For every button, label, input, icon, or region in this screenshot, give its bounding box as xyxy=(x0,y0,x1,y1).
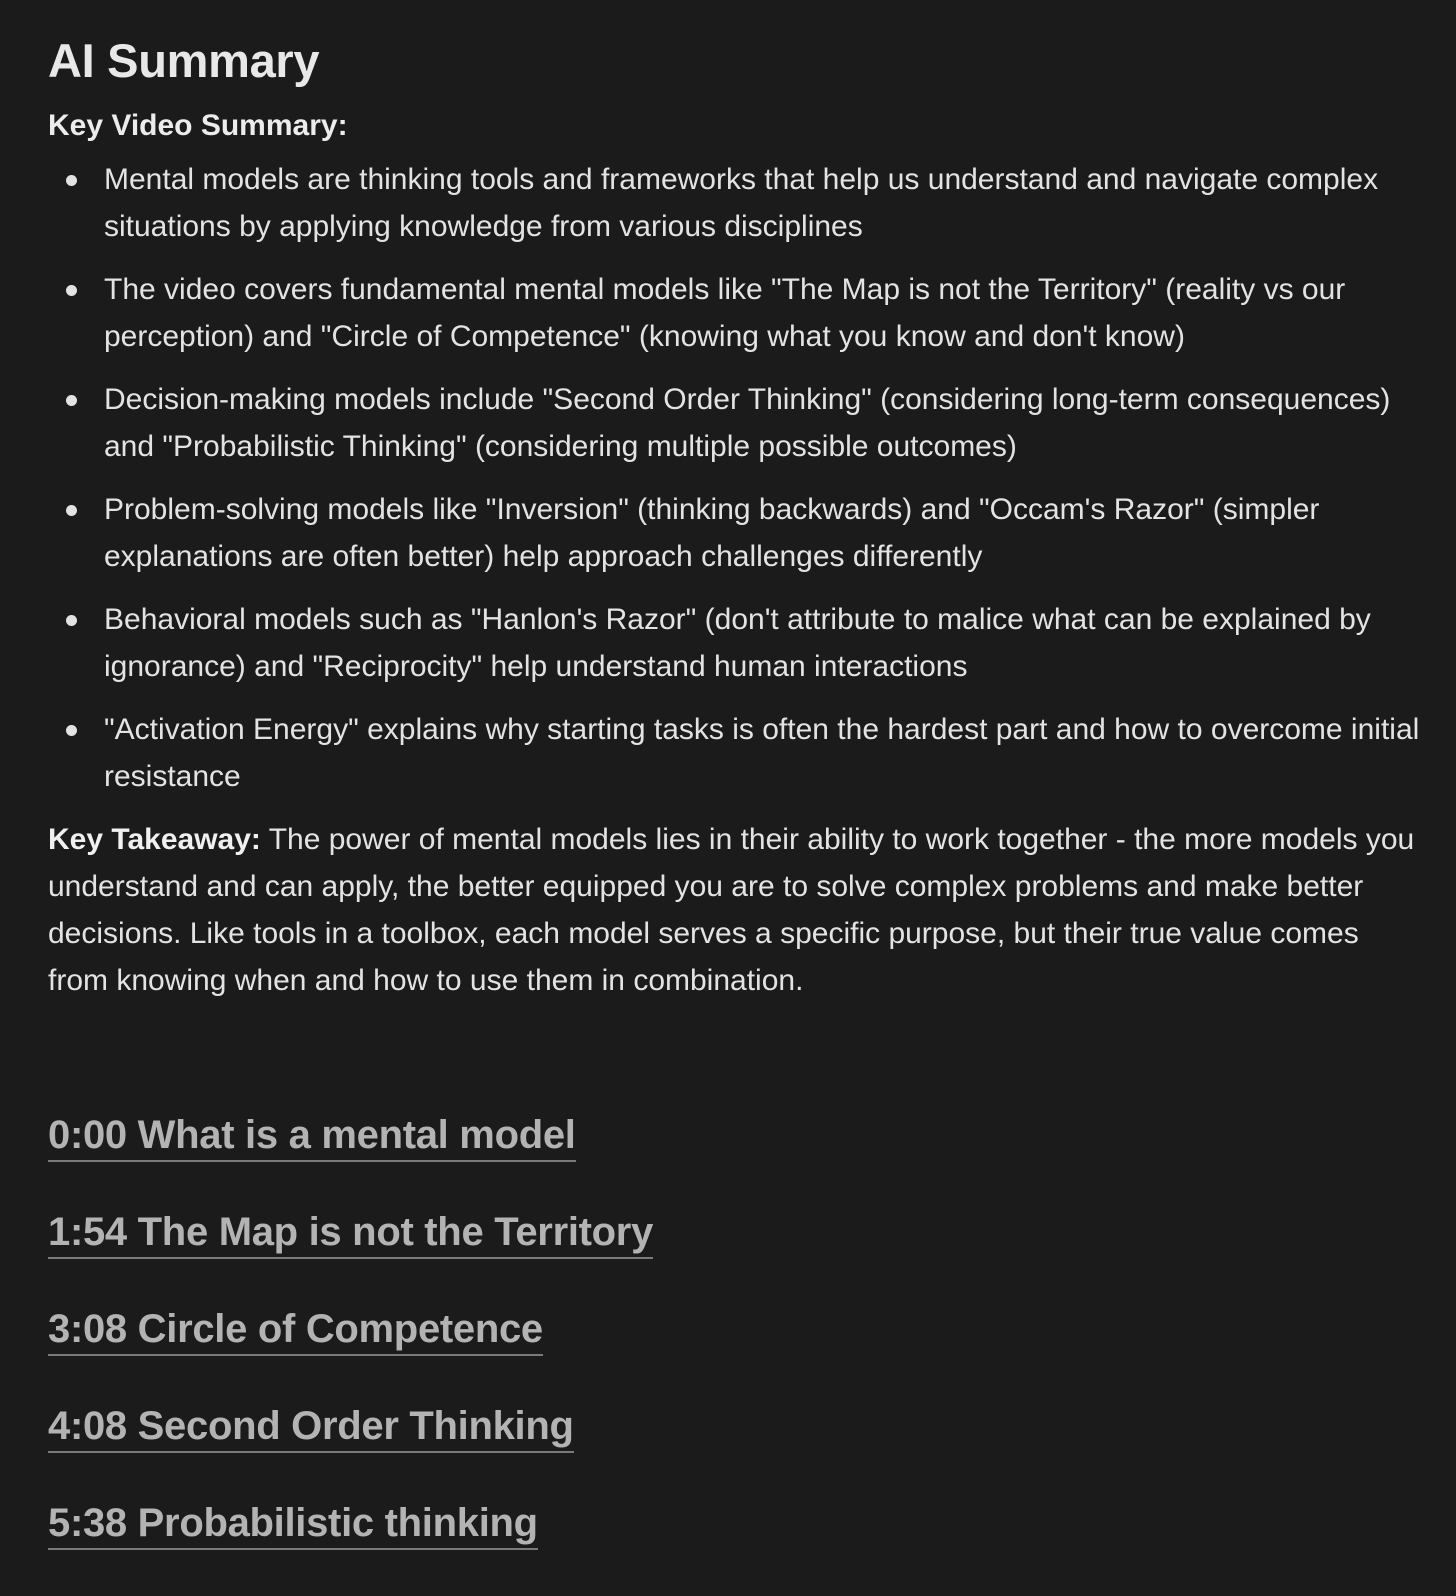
list-item xyxy=(48,596,1436,690)
chapter-link-circle-of-competence[interactable]: 3:08 Circle of Competence xyxy=(48,1305,543,1356)
list-item xyxy=(48,156,1436,250)
list-item-text: The video covers fundamental mental models like "The Map is not the Territory" (reality vs our perception) and "Circle of Competence" (knowing what you know and don't know) xyxy=(104,273,1346,353)
key-takeaway xyxy=(48,816,1418,1004)
summary-list xyxy=(48,156,1436,800)
bullet-icon xyxy=(66,285,77,296)
chapter-list xyxy=(48,1111,1436,1550)
chapter-link-map-is-not-territory[interactable]: 1:54 The Map is not the Territory xyxy=(48,1208,653,1259)
list-item xyxy=(48,706,1436,800)
list-item-text: Mental models are thinking tools and frameworks that help us understand and navigate complex situations by applying knowledge from various disciplines xyxy=(104,163,1379,243)
bullet-icon xyxy=(66,175,77,186)
section-heading: Key Video Summary: xyxy=(48,109,348,142)
page-title: AI Summary xyxy=(48,34,320,87)
key-takeaway-text: The power of mental models lies in their ability to work together - the more models you understand and can apply, the better equipped you are to solve complex problems and make better decisions. Like tools in a toolbox, each model serves a specific purpose, but their true value comes from knowing when and how to use them in combination. xyxy=(48,823,1415,997)
bullet-icon xyxy=(66,725,77,736)
chapter-link-probabilistic-thinking[interactable]: 5:38 Probabilistic thinking xyxy=(48,1499,538,1550)
key-takeaway-label: Key Takeaway: xyxy=(48,823,261,856)
list-item xyxy=(48,486,1436,580)
chapter-link-what-is-a-mental-model[interactable]: 0:00 What is a mental model xyxy=(48,1111,576,1162)
list-item-text: "Activation Energy" explains why starting tasks is often the hardest part and how to overcome initial resistance xyxy=(104,713,1420,793)
bullet-icon xyxy=(66,395,77,406)
list-item-text: Behavioral models such as "Hanlon's Razor" (don't attribute to malice what can be explained by ignorance) and "Reciprocity" help understand human interactions xyxy=(104,603,1371,683)
bullet-icon xyxy=(66,505,77,516)
list-item xyxy=(48,266,1436,360)
chapter-link-second-order-thinking[interactable]: 4:08 Second Order Thinking xyxy=(48,1402,574,1453)
bullet-icon xyxy=(66,615,77,626)
list-item-text: Decision-making models include "Second Order Thinking" (considering long-term consequences) and "Probabilistic Thinking" (considering multiple possible outcomes) xyxy=(104,383,1391,463)
list-item-text: Problem-solving models like "Inversion" (thinking backwards) and "Occam's Razor" (simpler explanations are often better) help approach challenges differently xyxy=(104,493,1320,573)
list-item xyxy=(48,376,1436,470)
